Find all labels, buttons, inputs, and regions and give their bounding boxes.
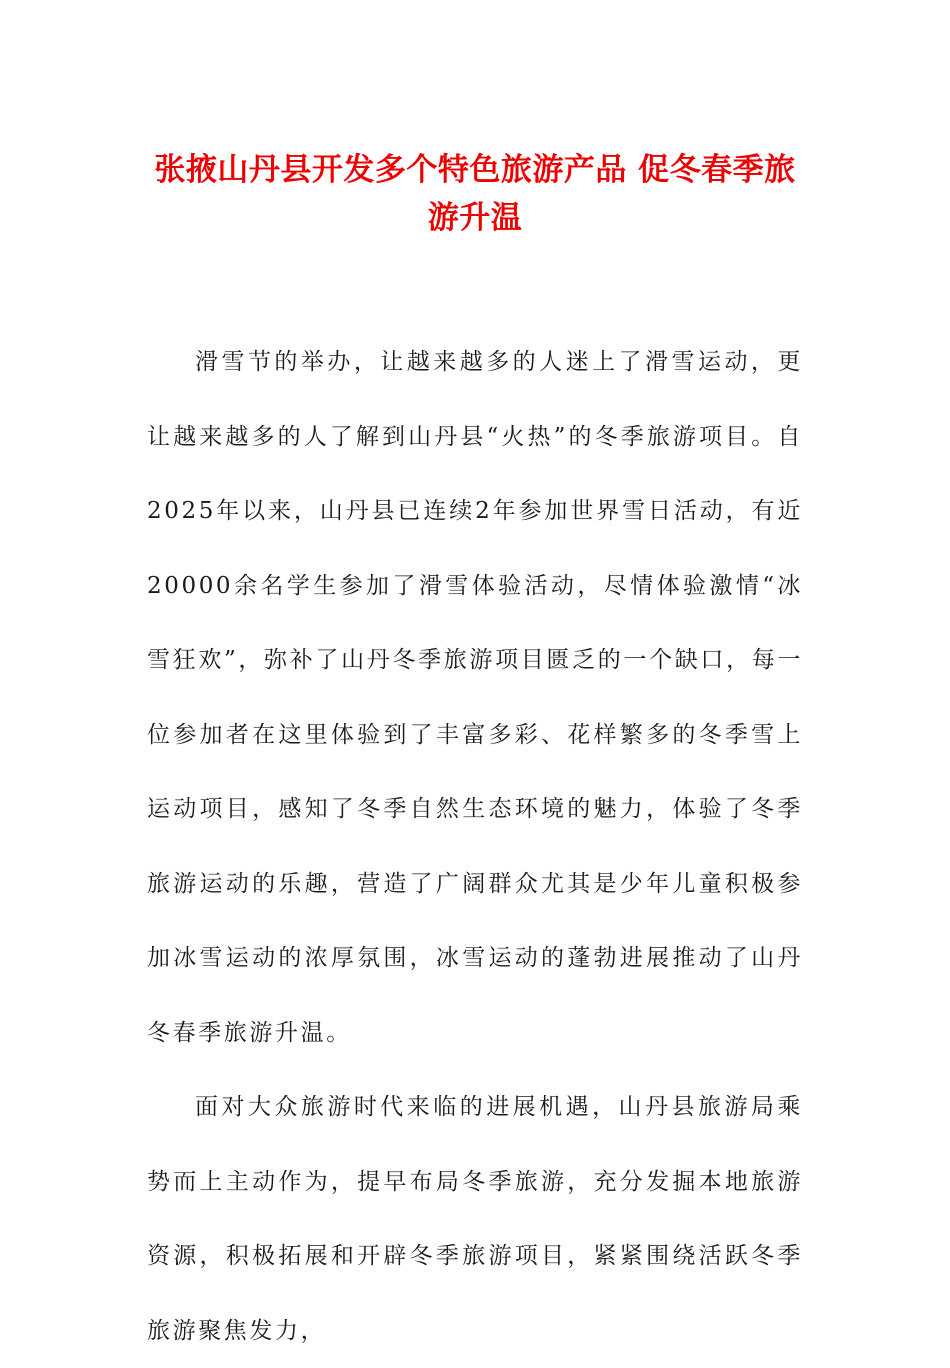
document-title: 张掖山丹县开发多个特色旅游产品 促冬春季旅游升温 bbox=[154, 152, 796, 236]
paragraph-2: 面对大众旅游时代来临的进展机遇，山丹县旅游局乘势而上主动作为，提早布局冬季旅游，充分发掘本地旅游资源，积极拓展和开辟冬季旅游项目，紧紧围绕活跃冬季旅游聚焦发力， bbox=[147, 1094, 803, 1344]
paragraph-1: 滑雪节的举办，让越来越多的人迷上了滑雪运动，更让越来越多的人了解到山丹县“火热”的冬季旅游项目。自2025年以来，山丹县已连续2年参加世界雪日活动，有近20000余名学生参加了滑雪体验活动，尽情体验激情“冰雪狂欢”，弥补了山丹冬季旅游项目匮乏的一个缺口，每一位参加者在这里体验到了丰富多彩、花样繁多的冬季雪上运动项目，感知了冬季自然生态环境的魅力，体验了冬季旅游运动的乐趣，营造了广阔群众尤其是少年儿童积极参加冰雪运动的浓厚氛围，冰雪运动的蓬勃进展推动了山丹冬春季旅游升温。 bbox=[147, 349, 803, 1046]
document-body bbox=[147, 325, 803, 1368]
